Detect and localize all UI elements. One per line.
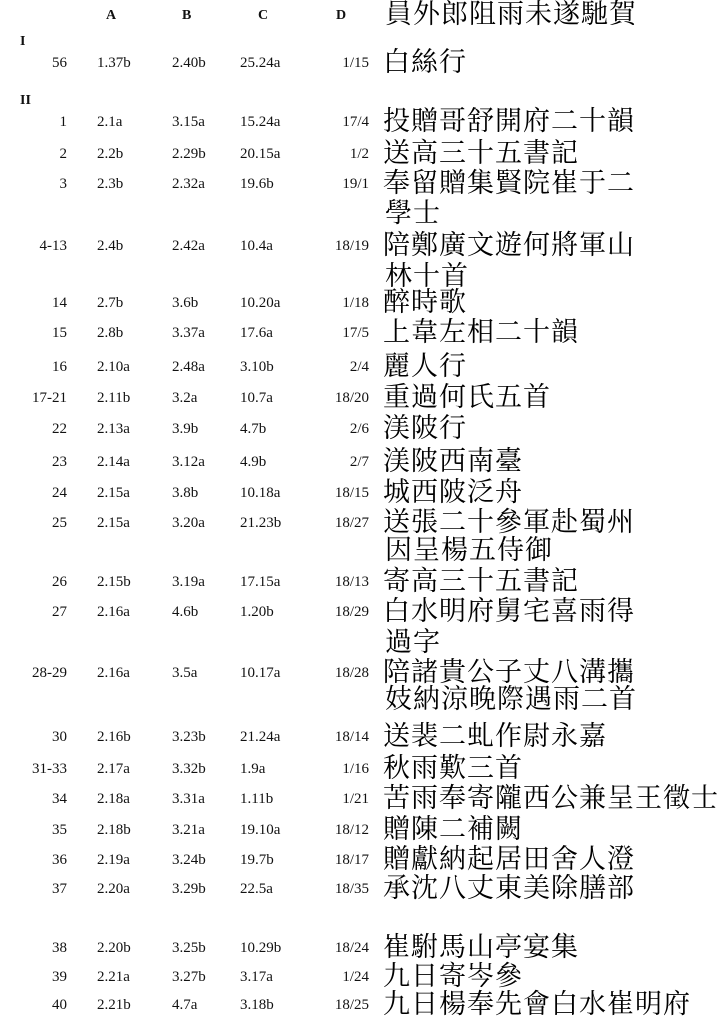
table-row	[0, 478, 723, 508]
ref-d: 19/1	[342, 176, 369, 192]
entry-number: 39	[52, 969, 67, 985]
entry-number: 56	[52, 55, 67, 71]
ref-c: 25.24a	[240, 55, 281, 71]
ref-c: 4.9b	[240, 454, 267, 470]
poem-title: 麗人行	[383, 351, 467, 382]
ref-b: 3.21a	[172, 822, 205, 838]
ref-c: 1.20b	[240, 604, 274, 620]
poem-title: 寄高三十五書記	[383, 566, 579, 597]
entry-number: 22	[52, 421, 67, 437]
poem-title: 贈獻納起居田舍人澄	[383, 844, 635, 875]
poem-title-continued: 學士	[385, 198, 441, 229]
poem-title: 九日寄岑參	[383, 961, 523, 992]
ref-b: 3.24b	[172, 852, 206, 868]
ref-d: 2/4	[349, 359, 369, 375]
table-row	[0, 597, 723, 627]
ref-b: 3.19a	[172, 574, 205, 590]
entry-number: 30	[52, 729, 67, 745]
ref-d: 2/6	[349, 421, 369, 437]
ref-b: 4.6b	[172, 604, 199, 620]
ref-c: 1.11b	[240, 791, 274, 807]
ref-c: 20.15a	[240, 146, 281, 162]
table-row	[0, 383, 723, 413]
table-row	[0, 784, 723, 814]
ref-d: 18/14	[334, 729, 369, 745]
poem-title: 上韋左相二十韻	[383, 317, 579, 348]
table-row	[0, 352, 723, 382]
table-row	[0, 447, 723, 477]
ref-a: 2.15b	[97, 574, 131, 590]
ref-a: 2.2b	[97, 146, 124, 162]
ref-b: 3.37a	[172, 325, 205, 341]
ref-d: 18/35	[334, 881, 369, 897]
ref-a: 2.16a	[97, 665, 130, 681]
table-row	[0, 139, 723, 169]
poem-title: 九日楊奉先會白水崔明府	[383, 989, 691, 1020]
ref-d: 18/12	[334, 822, 369, 838]
ref-b: 3.27b	[172, 969, 206, 985]
entry-number: 24	[52, 485, 67, 501]
ref-d: 1/16	[342, 761, 369, 777]
table-row	[0, 722, 723, 752]
ref-a: 2.19a	[97, 852, 130, 868]
entry-number: 35	[52, 822, 67, 838]
poem-title-continued: 過字	[385, 627, 441, 658]
ref-b: 3.9b	[172, 421, 199, 437]
ref-c: 17.6a	[240, 325, 273, 341]
poem-title: 白絲行	[383, 47, 467, 78]
ref-b: 3.29b	[172, 881, 206, 897]
ref-b: 3.23b	[172, 729, 206, 745]
poem-title-continued: 因呈楊五侍御	[385, 535, 553, 566]
ref-a: 2.21b	[97, 997, 131, 1013]
ref-d: 18/29	[334, 604, 369, 620]
ref-a: 2.18a	[97, 791, 130, 807]
ref-b: 3.31a	[172, 791, 205, 807]
section-heading-i: I	[20, 34, 26, 49]
poem-title: 奉留贈集賢院崔于二	[383, 168, 635, 199]
entry-number: 23	[52, 454, 67, 470]
table-row	[0, 845, 723, 875]
ref-a: 2.18b	[97, 822, 131, 838]
ref-d: 1/24	[342, 969, 369, 985]
table-row	[0, 288, 723, 318]
entry-number: 37	[52, 881, 67, 897]
ref-b: 2.32a	[172, 176, 205, 192]
ref-d: 18/24	[334, 940, 369, 956]
ref-c: 19.10a	[240, 822, 281, 838]
poem-title-continued: 員外郎阻雨未遂馳賀	[385, 0, 637, 30]
table-row	[0, 318, 723, 348]
ref-a: 2.7b	[97, 295, 124, 311]
ref-c: 17.15a	[240, 574, 281, 590]
entry-number: 14	[52, 295, 67, 311]
poem-title: 承沈八丈東美除膳部	[383, 873, 635, 904]
ref-c: 10.7a	[240, 390, 273, 406]
ref-d: 1/18	[342, 295, 369, 311]
entry-number: 34	[52, 791, 67, 807]
entry-number: 27	[52, 604, 67, 620]
ref-c: 1.9a	[240, 761, 266, 777]
table-row	[0, 874, 723, 904]
ref-c: 10.17a	[240, 665, 281, 681]
ref-b: 3.6b	[172, 295, 199, 311]
poem-title: 渼陂西南臺	[383, 446, 523, 477]
poem-title: 送高三十五書記	[383, 138, 579, 169]
column-header-c: C	[258, 8, 269, 23]
entry-number: 4-13	[39, 238, 67, 254]
ref-b: 3.15a	[172, 114, 205, 130]
column-header-d: D	[336, 8, 347, 23]
entry-number: 1	[59, 114, 67, 130]
ref-c: 15.24a	[240, 114, 281, 130]
ref-b: 3.20a	[172, 515, 205, 531]
ref-d: 18/20	[334, 390, 369, 406]
ref-c: 10.20a	[240, 295, 281, 311]
ref-c: 10.18a	[240, 485, 281, 501]
poem-title: 送張二十參軍赴蜀州	[383, 507, 635, 538]
poem-title: 陪諸貴公子丈八溝攜	[383, 657, 635, 688]
ref-b: 4.7a	[172, 997, 198, 1013]
ref-b: 3.5a	[172, 665, 198, 681]
ref-b: 3.8b	[172, 485, 199, 501]
poem-title-continued: 妓納涼晚際遇雨二首	[385, 684, 637, 715]
ref-d: 18/28	[334, 665, 369, 681]
ref-c: 21.23b	[240, 515, 282, 531]
table-row	[0, 815, 723, 845]
ref-a: 2.8b	[97, 325, 124, 341]
ref-c: 3.17a	[240, 969, 273, 985]
entry-number: 17-21	[32, 390, 67, 406]
column-header-a: A	[106, 8, 117, 23]
table-row	[0, 231, 723, 261]
poem-title: 苦雨奉寄隴西公兼呈王徵士	[383, 783, 719, 814]
table-row	[0, 933, 723, 963]
entry-number: 26	[52, 574, 67, 590]
ref-c: 19.6b	[240, 176, 274, 192]
table-row	[0, 567, 723, 597]
poem-title: 重過何氏五首	[383, 382, 551, 413]
ref-a: 2.3b	[97, 176, 124, 192]
ref-a: 1.37b	[97, 55, 131, 71]
poem-title: 秋雨歎三首	[383, 753, 523, 784]
ref-b: 2.48a	[172, 359, 205, 375]
column-header-b: B	[182, 8, 192, 23]
ref-d: 18/15	[334, 485, 369, 501]
ref-a: 2.10a	[97, 359, 130, 375]
ref-a: 2.15a	[97, 485, 130, 501]
ref-a: 2.1a	[97, 114, 123, 130]
ref-b: 2.29b	[172, 146, 206, 162]
poem-title: 送裴二虬作尉永嘉	[383, 721, 607, 752]
ref-d: 1/15	[342, 55, 369, 71]
poem-title: 陪鄭廣文遊何將軍山	[383, 230, 635, 261]
ref-a: 2.20b	[97, 940, 131, 956]
ref-c: 19.7b	[240, 852, 274, 868]
ref-c: 3.10b	[240, 359, 274, 375]
table-row	[0, 754, 723, 784]
ref-c: 10.29b	[240, 940, 282, 956]
table-row	[0, 508, 723, 538]
table-row	[0, 990, 723, 1020]
ref-d: 17/5	[342, 325, 369, 341]
ref-a: 2.16b	[97, 729, 131, 745]
entry-number: 40	[52, 997, 67, 1013]
table-row	[0, 962, 723, 992]
poem-title: 崔駙馬山亭宴集	[383, 932, 579, 963]
ref-d: 18/17	[334, 852, 369, 868]
entry-number: 28-29	[32, 665, 67, 681]
ref-a: 2.16a	[97, 604, 130, 620]
ref-a: 2.13a	[97, 421, 130, 437]
ref-a: 2.15a	[97, 515, 130, 531]
ref-d: 18/25	[334, 997, 369, 1013]
poem-title: 渼陂行	[383, 413, 467, 444]
ref-b: 2.40b	[172, 55, 206, 71]
ref-a: 2.11b	[97, 390, 131, 406]
entry-number: 2	[59, 146, 67, 162]
table-row	[0, 48, 723, 78]
entry-number: 25	[52, 515, 67, 531]
ref-c: 21.24a	[240, 729, 281, 745]
ref-d: 18/13	[334, 574, 369, 590]
entry-number: 3	[59, 176, 67, 192]
entry-number: 31-33	[32, 761, 67, 777]
ref-a: 2.4b	[97, 238, 124, 254]
table-row	[0, 107, 723, 137]
ref-b: 3.12a	[172, 454, 205, 470]
poem-title-continued: 林十首	[385, 261, 469, 292]
ref-d: 17/4	[342, 114, 369, 130]
ref-a: 2.21a	[97, 969, 130, 985]
ref-d: 18/27	[334, 515, 369, 531]
ref-c: 22.5a	[240, 881, 273, 897]
ref-b: 3.2a	[172, 390, 198, 406]
ref-c: 3.18b	[240, 997, 274, 1013]
ref-d: 1/21	[342, 791, 369, 807]
poem-title: 城西陂泛舟	[383, 477, 523, 508]
ref-d: 18/19	[334, 238, 369, 254]
table-row	[0, 414, 723, 444]
entry-number: 16	[52, 359, 67, 375]
ref-c: 10.4a	[240, 238, 273, 254]
ref-b: 3.25b	[172, 940, 206, 956]
ref-a: 2.17a	[97, 761, 130, 777]
ref-a: 2.14a	[97, 454, 130, 470]
ref-c: 4.7b	[240, 421, 267, 437]
ref-b: 2.42a	[172, 238, 205, 254]
entry-number: 38	[52, 940, 67, 956]
ref-d: 2/7	[349, 454, 369, 470]
ref-b: 3.32b	[172, 761, 206, 777]
entry-number: 36	[52, 852, 67, 868]
poem-title: 贈陳二補闕	[383, 814, 523, 845]
entry-number: 15	[52, 325, 67, 341]
ref-d: 1/2	[349, 146, 369, 162]
poem-title: 投贈哥舒開府二十韻	[383, 106, 635, 137]
poem-title: 白水明府舅宅喜雨得	[383, 596, 635, 627]
section-heading-ii: II	[20, 93, 31, 108]
table-row	[0, 169, 723, 199]
ref-a: 2.20a	[97, 881, 130, 897]
poem-title: 醉時歌	[383, 287, 467, 318]
